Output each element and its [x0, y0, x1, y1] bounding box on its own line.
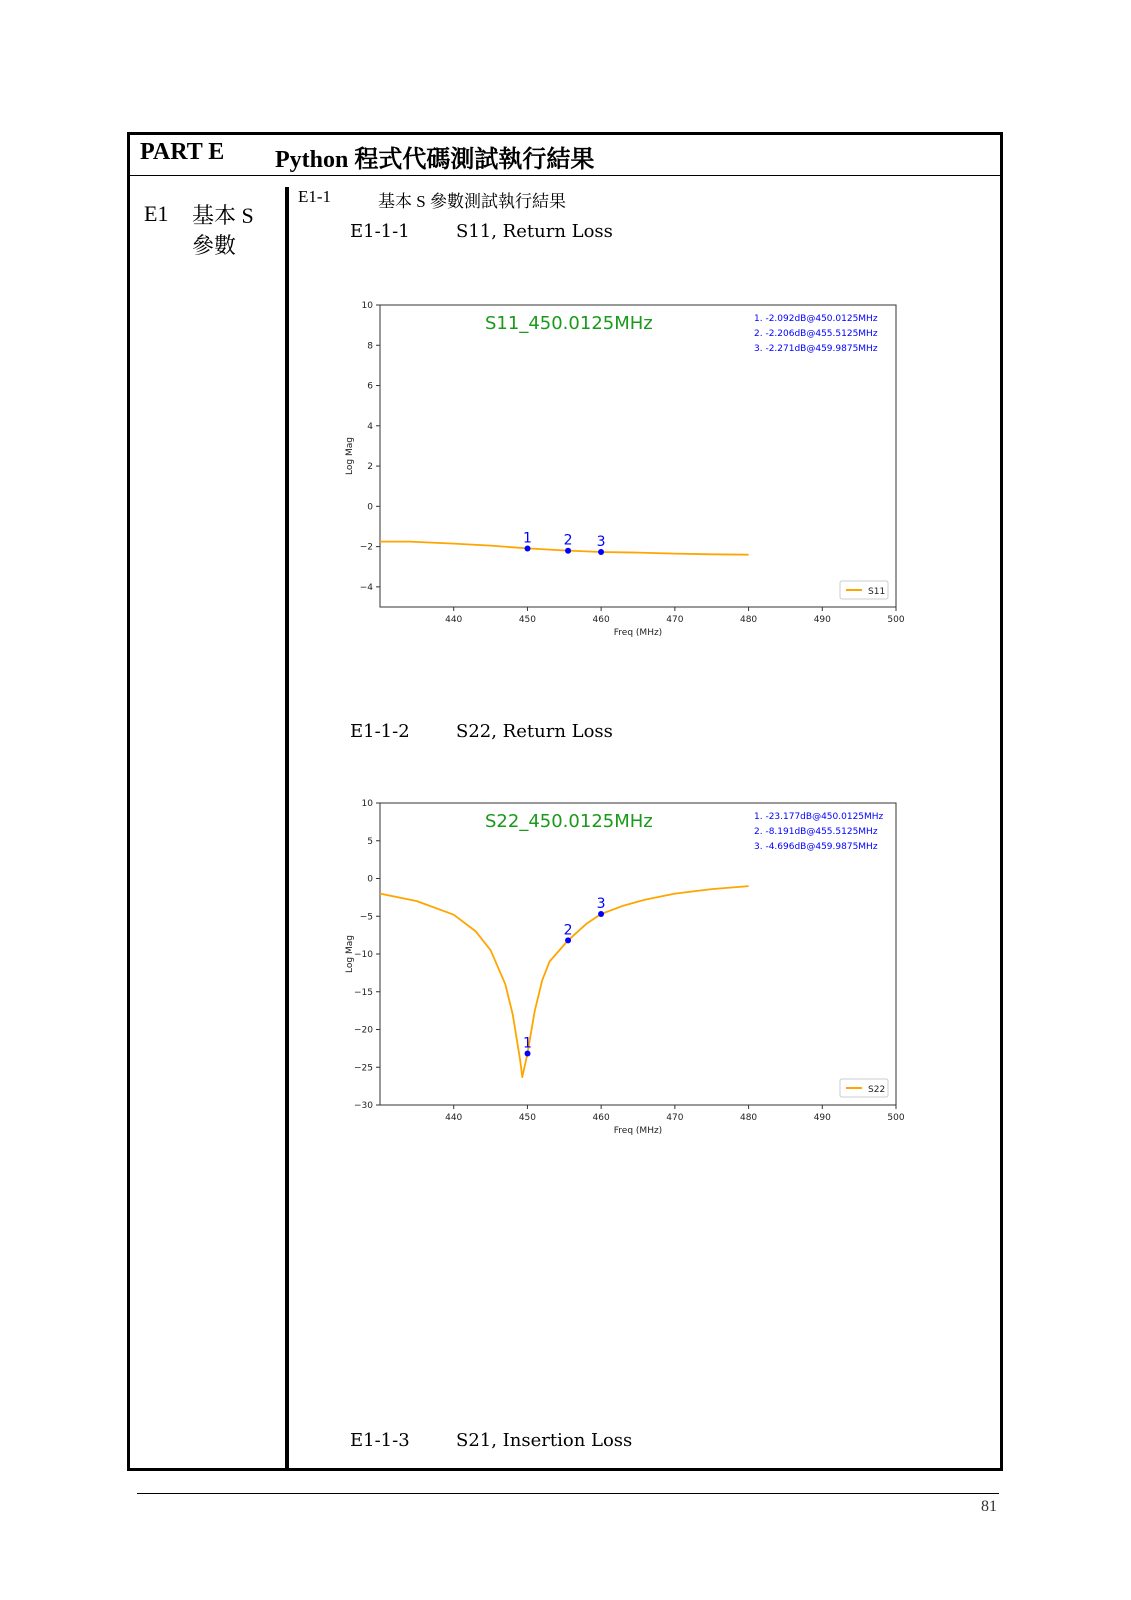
series-line [380, 886, 749, 1077]
y-tick-label: −25 [354, 1063, 373, 1074]
x-tick-label: 440 [445, 615, 463, 625]
y-tick-label: −15 [354, 987, 373, 998]
header-divider [130, 175, 1000, 176]
x-tick-label: 470 [666, 1113, 684, 1123]
y-tick-label: −2 [359, 542, 373, 553]
marker-annotation: 2. -2.206dB@455.5125MHz [754, 329, 878, 339]
x-tick-label: 460 [592, 615, 610, 625]
item-number: E1-1-1 [350, 221, 410, 242]
x-tick-label: 450 [518, 615, 537, 625]
part-title: Python 程式代碼測試執行結果 [275, 147, 595, 173]
y-tick-label: −10 [354, 950, 373, 960]
marker-annotation: 1. -2.092dB@450.0125MHz [754, 314, 878, 324]
s22-chart-svg [340, 793, 905, 1143]
marker-annotation: 3. -4.696dB@459.9875MHz [754, 842, 878, 852]
y-tick-label: 2 [367, 462, 373, 473]
x-tick-label: 490 [813, 1113, 831, 1123]
x-axis-label: Freq (MHz) [613, 1126, 663, 1136]
section-number: E1 [144, 201, 169, 226]
marker-label: 2 [563, 532, 573, 549]
marker-annotation: 2. -8.191dB@455.5125MHz [754, 827, 878, 837]
y-tick-label: −20 [354, 1025, 373, 1036]
legend-label: S22 [868, 1085, 886, 1095]
chart-title: S11_450.0125MHz [485, 313, 653, 334]
marker-label: 1 [523, 1035, 532, 1052]
y-axis-label: Log Mag [345, 935, 355, 973]
x-tick-label: 480 [739, 1113, 758, 1123]
marker-label: 2 [563, 922, 573, 939]
subsection-number: E1-1 [298, 187, 332, 206]
y-tick-label: 5 [367, 836, 373, 847]
part-label: PART E [140, 139, 225, 165]
column-divider [285, 187, 289, 1469]
item-name: S22, Return Loss [456, 721, 613, 742]
x-axis-label: Freq (MHz) [613, 628, 663, 638]
y-tick-label: −4 [359, 582, 373, 593]
item-number: E1-1-3 [350, 1430, 410, 1451]
item-name: S21, Insertion Loss [456, 1430, 633, 1451]
x-tick-label: 500 [887, 615, 905, 625]
marker-label: 3 [596, 534, 606, 551]
s22-chart [340, 793, 905, 1143]
x-tick-label: 480 [739, 615, 758, 625]
chart-title: S22_450.0125MHz [485, 811, 653, 832]
y-tick-label: 0 [367, 502, 373, 513]
page-number: 81 [981, 1498, 997, 1515]
x-tick-label: 450 [518, 1113, 537, 1123]
x-tick-label: 500 [887, 1113, 905, 1123]
y-tick-label: −5 [359, 912, 373, 923]
s11-chart [340, 295, 905, 645]
subsection-name: 基本 S 參數測試執行結果 [378, 192, 566, 211]
marker-label: 1 [523, 530, 532, 547]
content-frame [127, 132, 1003, 1471]
y-tick-label: 10 [361, 301, 373, 311]
x-tick-label: 470 [666, 615, 684, 625]
item-number: E1-1-2 [350, 721, 410, 742]
y-tick-label: 0 [367, 874, 373, 885]
y-tick-label: −30 [354, 1101, 373, 1111]
y-tick-label: 10 [361, 799, 373, 809]
marker-label: 3 [596, 895, 606, 912]
item-name: S11, Return Loss [456, 221, 613, 242]
x-tick-label: 440 [445, 1113, 463, 1123]
y-tick-label: 6 [367, 381, 373, 392]
x-tick-label: 490 [813, 615, 831, 625]
part-header [130, 135, 1000, 177]
marker-annotation: 3. -2.271dB@459.9875MHz [754, 344, 878, 354]
section-name: 基本 S 參數 [192, 203, 254, 258]
y-tick-label: 4 [367, 421, 373, 432]
marker-annotation: 1. -23.177dB@450.0125MHz [754, 812, 884, 822]
s11-chart-svg [340, 295, 905, 645]
y-tick-label: 8 [367, 341, 373, 352]
footer-divider [137, 1493, 999, 1494]
y-axis-label: Log Mag [345, 437, 355, 475]
x-tick-label: 460 [592, 1113, 610, 1123]
legend-label: S11 [868, 587, 886, 597]
